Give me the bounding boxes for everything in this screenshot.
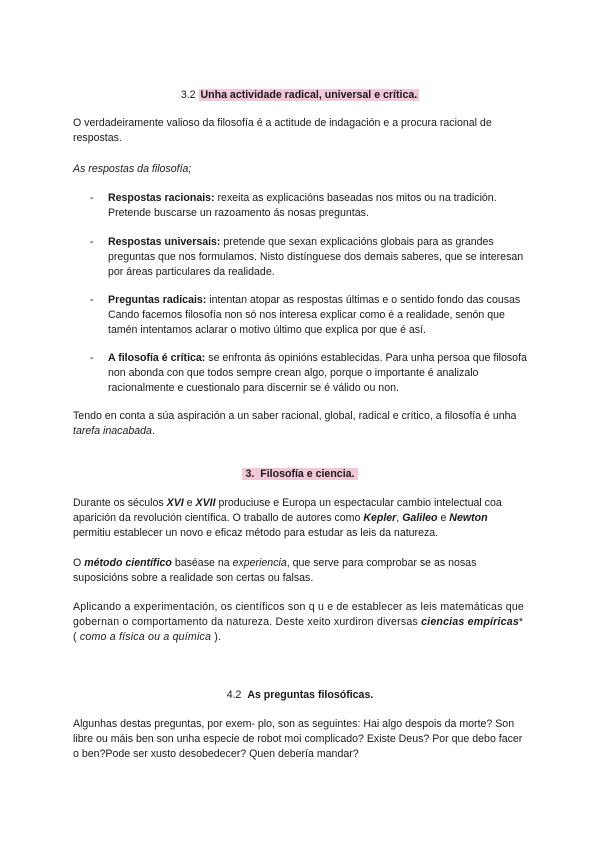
heading-number: 4.2	[226, 689, 242, 701]
text: (	[73, 631, 80, 643]
section-heading-4-2	[0, 688, 600, 703]
text: permitiu establecer un novo e eficaz método para estudar as leis da natureza.	[73, 527, 439, 539]
text: Aplicando a experimentación, os científicos son q u e de establecer as leis matemáticas que gobernan o comportamento da natureza. Deste xeito xurdiron diversas	[73, 601, 525, 628]
intro-paragraph: O verdadeiramente valioso da filosofía é a actitude de indagación e a procura racional de respostas.	[73, 117, 492, 144]
text: O	[73, 557, 85, 569]
paragraph-revolution	[73, 496, 528, 541]
text: ,	[396, 512, 403, 524]
text: e	[183, 497, 196, 509]
conclusion-emphasis: tarefa inacabada	[73, 425, 152, 437]
item-term: Respostas racionais:	[108, 192, 215, 204]
emphasis: experiencia	[232, 557, 287, 569]
century: XVI	[166, 497, 184, 509]
bullet: -	[90, 294, 94, 306]
paragraph-experimentation	[73, 600, 528, 645]
heading-number: 3.	[245, 468, 255, 480]
item-text: rexeita as explicacións baseadas nos mitos ou na tradición. Pretende buscarse un razoamento ás nosas preguntas.	[108, 192, 497, 219]
paragraph-method	[73, 556, 528, 586]
subtitle: As respostas da filosofía;	[73, 163, 192, 175]
item-text: pretende que sexan explicacións globais para as grandes preguntas que nos formulamos. Nisto distínguese dos demais saberes, que se interesan por áreas particulares da realidade.	[108, 236, 524, 278]
item-term: Respostas universais:	[108, 236, 221, 248]
bullet: -	[90, 352, 94, 364]
section-heading-3-2	[0, 88, 600, 103]
key-term: ciencias empíricas	[421, 616, 519, 628]
heading-title: Unha actividade radical, universal e crítica.	[200, 89, 418, 101]
heading-title: As preguntas filosóficas.	[247, 689, 374, 701]
item-term: Preguntas radicais:	[108, 294, 207, 306]
item-text: se enfronta ás opinións establecidas. Para unha persoa que filosofa non abonda con que todos sempre crean algo, porque o importante é analizalo racionalmente e cuestionalo para discernir se é válido ou non.	[108, 352, 527, 394]
emphasis: como a física ou a química	[79, 631, 212, 643]
bullet: -	[90, 192, 94, 204]
conclusion-end: .	[151, 425, 155, 437]
text: produciuse e Europa un espectacular cambio intelectual coa aparición da revolución científica. O traballo de autores como	[73, 497, 502, 524]
author-name: Newton	[449, 512, 488, 524]
text: e	[437, 512, 450, 524]
paragraph-questions: Algunhas destas preguntas, por exem- plo, son as seguintes: Hai algo despois da morte? Son libre ou máis ben son unha especie de robot moi complicado? Existe Deus? Por que debo facer o ben?Pode ser xusto desobedecer? Quen debería mandar?	[73, 718, 523, 760]
heading-title: Filosofía e ciencia.	[260, 468, 355, 480]
century: XVII	[195, 497, 216, 509]
conclusion-text: Tendo en conta a súa aspiración a un saber racional, global, radical e crítico, a filosofía é unha	[73, 410, 517, 422]
footnote-mark: *	[518, 616, 524, 628]
text: baséase na	[171, 557, 233, 569]
conclusion-paragraph	[73, 409, 528, 439]
item-term: A filosofía é crítica:	[108, 352, 206, 364]
author-name: Galileo	[402, 512, 438, 524]
text: Durante os séculos	[73, 497, 167, 509]
key-term: método científico	[84, 557, 172, 569]
section-heading-3	[0, 467, 600, 482]
author-name: Kepler	[363, 512, 397, 524]
text: ).	[211, 631, 222, 643]
heading-number: 3.2	[180, 89, 196, 101]
heading-highlight	[242, 468, 359, 480]
bullet: -	[90, 236, 94, 248]
text: , que serve para comprobar se as nosas suposicións sobre a realidade son certas ou falsas.	[73, 557, 477, 584]
item-text: intentan atopar as respostas últimas e o sentido fondo das cousas Cando facemos filosofía non só nos interesa explicar como é a realidade, senón que tamén intentamos aclarar o motivo último que explica por que é así.	[108, 294, 521, 336]
